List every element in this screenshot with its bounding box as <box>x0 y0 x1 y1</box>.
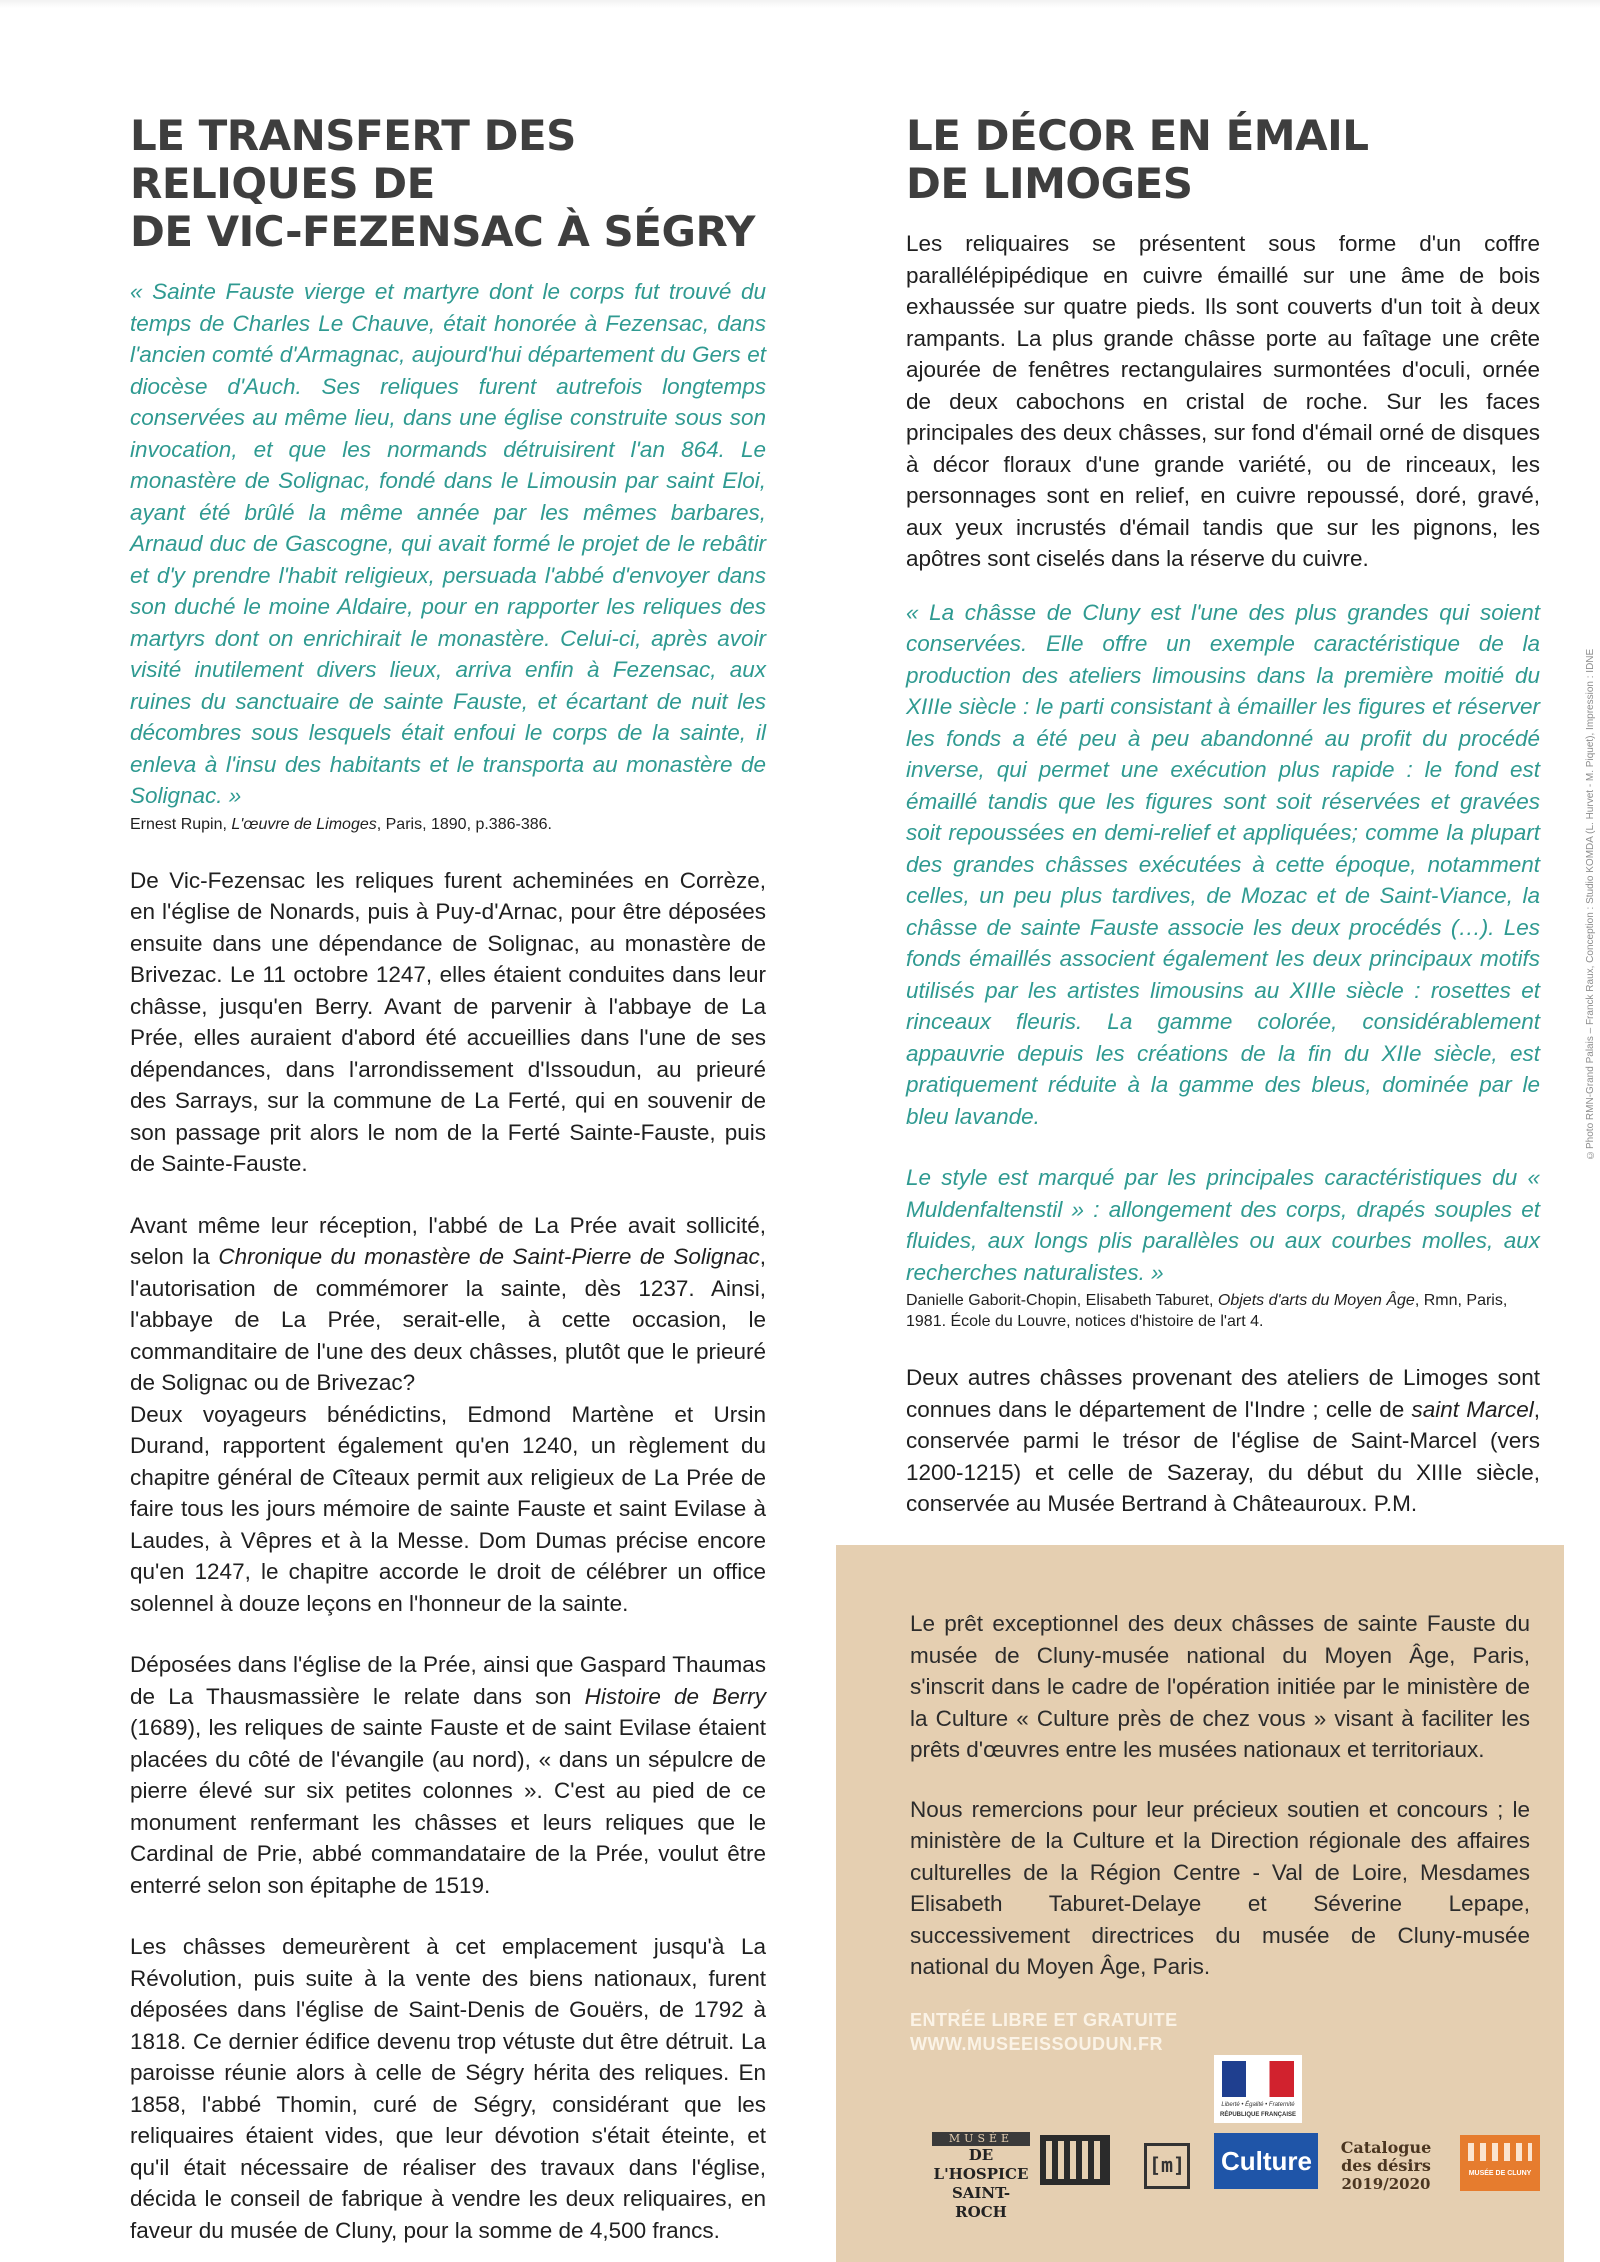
right-p2-italic: saint Marcel <box>1411 1396 1534 1422</box>
left-title-line-2: DE VIC-FEZENSAC À SÉGRY <box>130 207 755 256</box>
catalogue-des-desirs-logo <box>1336 2139 1436 2193</box>
rf-name: RÉPUBLIQUE FRANÇAISE <box>1219 2112 1296 2118</box>
musee-cluny-logo <box>1460 2135 1540 2191</box>
gaborit-citation <box>906 1290 1540 1332</box>
right-paragraph-2 <box>906 1362 1540 1520</box>
rupin-citation <box>130 814 766 835</box>
right-title <box>906 112 1540 208</box>
cluny-quote-1: « La châsse de Cluny est l'une des plus grandes qui soient conservées. Elle offre un exemple caractéristique de la production des ateliers limousins dans la première moitié du XIIIe siècle : le parti consistant à émailler les figures et réserver les fonds a été peu à peu abandonné au profit du procédé inverse, qui permet une exécution plus rapide : le fond est émaillé tandis que les figures sont soit réservées et gravées soit repoussées en demi-relief et appliquées; comme la plupart des grandes châsses exécutées à cette époque, notamment celles, un peu plus tardives, de Mozac et de Saint-Viance, la châsse de sainte Fauste associe les deux procédés (…). Les fonds émaillés associent également les deux principaux motifs utilisés par les artistes limousins au XIIIe siècle : rosettes et rinceaux fleuris. La gamme colorée, considérablement appauvrie depuis les créations de la fin du XIIe siècle, est pratiquement réduite à la gamme des bleus, dominée par le bleu lavande. <box>906 599 1540 1129</box>
musee-logo-line-1: DE L'HOSPICE <box>933 2146 1029 2183</box>
m-logo: [m] <box>1144 2143 1190 2189</box>
info-box-paragraph-2: Nous remercions pour leur précieux soutien et concours ; le ministère de la Culture et la Direction régionale des affaires culturelles de la Région Centre - Val de Loire, Mesdames Elisabeth Taburet-Delaye et Séverine Lepape, successivement directrices du musée de Cluny-musée national du Moyen Âge, Paris. <box>910 1796 1530 1979</box>
left-paragraph-3: Deux voyageurs bénédictins, Edmond Martène et Ursin Durand, rapportent également qu'en 1240, un règlement du chapitre général de Cîteaux permit aux religieux de La Prée de faire tous les jours mémoire de sainte Fauste et saint Evilase à Laudes, à Vêpres et à la Messe. Dom Dumas précise encore qu'en 1247, le chapitre accorde le droit de célébrer un office solennel à douze leçons en l'honneur de la sainte. <box>130 1401 766 1616</box>
page-top-edge <box>0 0 1600 8</box>
right-title-line-2: DE LIMOGES <box>906 159 1193 208</box>
left-paragraph-5: Les châsses demeurèrent à cet emplacement jusqu'à La Révolution, puis suite à la vente des biens nationaux, furent déposées dans l'église de Saint-Denis de Gouërs, de 1792 à 1818. Ce dernier édifice devenu trop vétuste dut être détruit. La paroisse réunie alors à celle de Ségry hérita des reliques. En 1858, l'abbé Thomin, curé de Ségry, considérant que les reliquaires étaient vides, que leur dévotion s'était éteinte, et qu'il était nécessaire de réaliser des travaux dans l'église, décida le conseil de fabrique à vendre les deux reliquaires, en faveur du musée de Cluny, pour la somme de 4,500 francs. <box>130 1934 766 2243</box>
gaborit-citation-author: Danielle Gaborit-Chopin, Elisabeth Taburet, <box>906 1292 1218 1309</box>
left-p2-text-b: , l'autorisation de commémorer la sainte, dès 1237. Ainsi, l'abbaye de La Prée, serait-elle, à cette occasion, le commanditaire de l'une des deux châsses, plutôt que le prieuré de Solignac ou de Brivezac? <box>130 1244 766 1395</box>
left-title <box>130 112 766 256</box>
musee-logo-band: MUSÉE <box>932 2132 1030 2146</box>
left-p2-italic: Chronique du monastère de Saint-Pierre de Solignac <box>218 1244 760 1269</box>
left-p4-text-a: Déposées dans l'église de la Prée, ainsi que Gaspard Thaumas de La Thausmassière le relate dans son <box>130 1652 766 1709</box>
left-column <box>130 112 766 2246</box>
entry-free-label: ENTRÉE LIBRE ET GRATUITE <box>910 2010 1178 2030</box>
rupin-quote: « Sainte Fauste vierge et martyre dont le corps fut trouvé du temps de Charles Le Chauve, était honorée à Fezensac, dans l'ancien comté d'Armagnac, aujourd'hui département du Gers et diocèse d'Auch. Ses reliques furent autrefois longtemps conservées au même lieu, dans une église construite sous son invocation, et que les normands détruisirent l'an 864. Le monastère de Solignac, fondé dans le Limousin par saint Eloi, ayant été brûlé la même année par les mêmes barbares, Arnaud duc de Gascogne, qui avait formé le projet de le rebâtir et d'y prendre l'habit religieux, persuada l'abbé d'envoyer dans son duché le moine Aldaire, pour en rapporter les reliques des martyrs dont on enrichirait le monastère. Celui-ci, après avoir visité inutilement divers lieux, arriva enfin à Fezensac, aux ruines du sanctuaire de sainte Fauste, et écartant de nuit les décombres sous lesquels était enfoui le corps de la sainte, il enleva à l'insu des habitants et le transporta au monastère de Solignac. » <box>130 279 766 808</box>
musee-logo-line-2: SAINT-ROCH <box>951 2184 1011 2221</box>
left-paragraph-2 <box>130 1210 766 1399</box>
left-p4-italic: Histoire de Berry <box>584 1683 767 1709</box>
rf-motto: Liberté • Égalité • Fraternité <box>1221 2102 1295 2108</box>
marianne-flag-icon <box>1222 2061 1294 2097</box>
info-box-links <box>910 2008 1178 2056</box>
left-p4-text-b: (1689), les reliques de sainte Fauste et de saint Evilase étaient placées du côté de l'évangile (au nord), « dans un sépulcre de pierre élevé sur six petites colonnes ». C'est au pied de ce monument renfermant les châsses et leurs reliques que le Cardinal de Prie, abbé commandataire de la Prée, voulut être enterré selon son épitaphe de 1519. <box>130 1715 766 1898</box>
right-p2-text-a: Deux autres châsses provenant des ateliers de Limoges sont connues dans le département de l'Indre ; celle de <box>906 1365 1540 1422</box>
catalogue-years: 2019/2020 <box>1341 2175 1431 2193</box>
rupin-citation-author: Ernest Rupin, <box>130 815 232 833</box>
museum-website-link[interactable]: WWW.MUSEEISSOUDUN.FR <box>910 2034 1163 2054</box>
left-title-line-1: LE TRANSFERT DES RELIQUES DE <box>130 111 576 208</box>
catalogue-line-1: Catalogue <box>1340 2138 1432 2157</box>
ms-logo <box>1040 2135 1110 2185</box>
info-box-paragraph-1: Le prêt exceptionnel des deux châsses de sainte Fauste du musée de Cluny-musée national du Moyen Âge, Paris, s'inscrit dans le cadre de l'opération initiée par le ministère de la Culture « Culture près de chez vous » visant à faciliter les prêts d'œuvres entre les musées nationaux et territoriaux. <box>910 1611 1530 1762</box>
partner-logos <box>932 2055 1542 2221</box>
catalogue-line-2: des désirs <box>1341 2156 1431 2175</box>
gaborit-citation-work: Objets d'arts du Moyen Âge <box>1217 1292 1415 1309</box>
rupin-citation-rest: , Paris, 1890, p.386-386. <box>376 815 552 833</box>
info-box <box>836 1545 1564 2262</box>
musee-hospice-logo <box>932 2132 1030 2221</box>
right-paragraph-1: Les reliquaires se présentent sous forme d'un coffre parallélépipédique en cuivre émaillé sur une âme de bois exhaussée sur quatre pieds. Ils sont couverts d'un toit à deux rampants. La plus grande châsse porte au faîtage une crête ajourée de fenêtres rectangulaires surmontées d'oculi, ornée de deux cabochons en cristal de roche. Sur les faces principales des deux châsses, sur fond d'émail orné de disques à décor floraux d'une grande variété, ou de rinceaux, les personnages sont en relief, en cuivre repoussé, doré, gravé, aux yeux incrustés d'émail tandis que sur les pignons, les apôtres sont ciselés dans la réserve du cuivre. <box>906 231 1540 571</box>
gaborit-citation-rest: , Rmn, Paris, 1981. École du Louvre, notices d'histoire de l'art 4. <box>906 1292 1508 1330</box>
cluny-logo-label: MUSÉE DE CLUNY <box>1468 2170 1532 2177</box>
culture-logo: Culture <box>1214 2133 1318 2189</box>
right-title-line-1: LE DÉCOR EN ÉMAIL <box>906 111 1369 160</box>
left-p2-text-a: Avant même leur réception, l'abbé de La Prée avait sollicité, selon la <box>130 1212 766 1269</box>
left-paragraph-4 <box>130 1649 766 1901</box>
republique-francaise-logo <box>1214 2055 1302 2123</box>
cluny-quote-2: Le style est marqué par les principales caractéristiques du « Muldenfaltenstil » : allongement des corps, drapés souples et fluides, aux longs plis parallèles ou aux courbes molles, aux recherches naturalistes. » <box>906 1165 1540 1285</box>
info-box-text <box>910 1608 1530 1983</box>
right-p2-text-b: , conservée parmi le trésor de l'église de Saint-Marcel (vers 1200-1215) et celle de Sazeray, du début du XIIIe siècle, conservée au Musée Bertrand à Châteauroux. P.M. <box>906 1396 1541 1516</box>
rupin-citation-work: L'œuvre de Limoges <box>231 815 377 833</box>
right-column <box>906 112 1540 1520</box>
photo-credit: ©Photo RMN-Grand Palais – Franck Raux, Conception : Studio KOMDA (L. Hurvet - M. Piquet), Impression : IDNE <box>1585 648 1596 1160</box>
left-paragraph-1: De Vic-Fezensac les reliques furent acheminées en Corrèze, en l'église de Nonards, puis à Puy-d'Arnac, pour être déposées ensuite dans une dépendance de Solignac, au monastère de Brivezac. Le 11 octobre 1247, elles étaient conduites dans leur châsse, jusqu'en Berry. Avant de parvenir à l'abbaye de La Prée, elles auraient d'abord été accueillies dans l'une de ses dépendances, dans l'arrondissement d'Issoudun, au prieuré des Sarrays, sur la commune de La Ferté, qui en souvenir de son passage prit alors le nom de la Ferté Sainte-Fauste, puis de Sainte-Fauste. <box>130 867 766 1176</box>
